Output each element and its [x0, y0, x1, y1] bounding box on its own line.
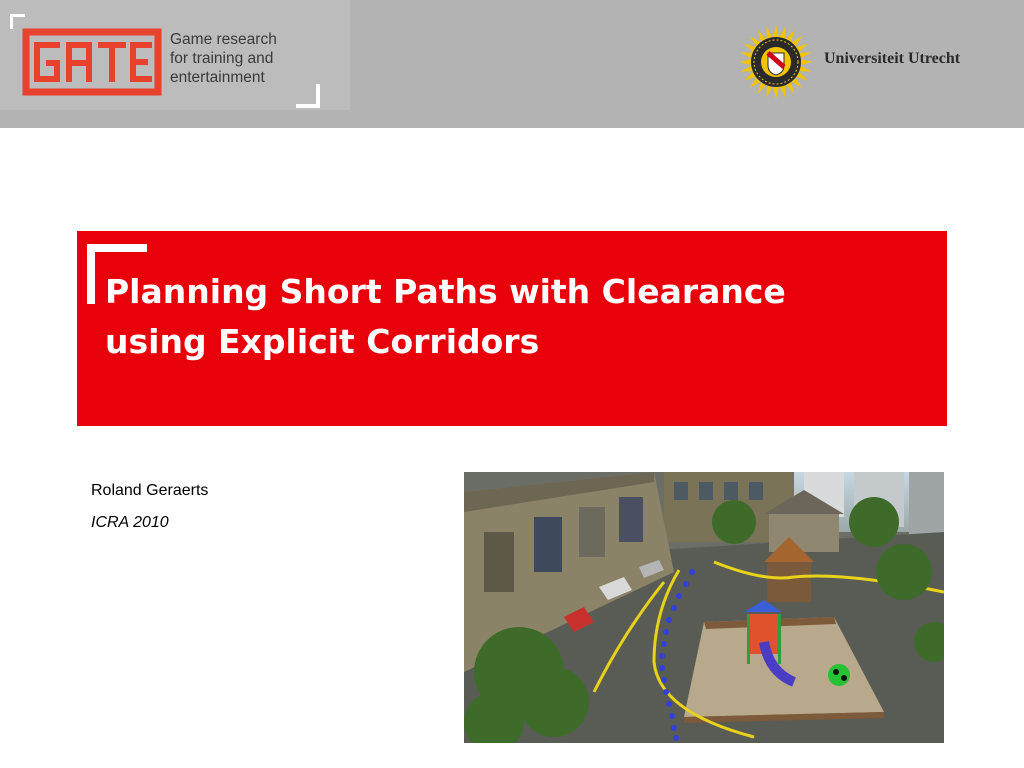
corner-bracket-bottom-right: [296, 84, 320, 108]
university-name: Universiteit Utrecht: [824, 50, 961, 67]
author-name: Roland Geraerts: [91, 482, 209, 499]
slide-title: [105, 267, 905, 367]
gate-tagline-line: entertainment: [170, 69, 265, 86]
gate-tagline: [170, 30, 340, 87]
title-line-2: using Explicit Corridors: [105, 322, 540, 361]
university-seal-icon: [738, 24, 814, 100]
venue-name: ICRA 2010: [91, 514, 169, 531]
gate-tagline-line: Game research: [170, 31, 277, 48]
title-line-1: Planning Short Paths with Clearance: [105, 272, 786, 311]
gate-logo: [22, 28, 162, 96]
header-band: [0, 0, 1024, 128]
gate-tagline-line: for training and: [170, 50, 274, 67]
title-block: [77, 231, 947, 426]
corner-bracket-top-left: [10, 14, 25, 29]
gate-logo-area: [0, 0, 350, 110]
virtual-city-scene-image: [464, 472, 944, 743]
